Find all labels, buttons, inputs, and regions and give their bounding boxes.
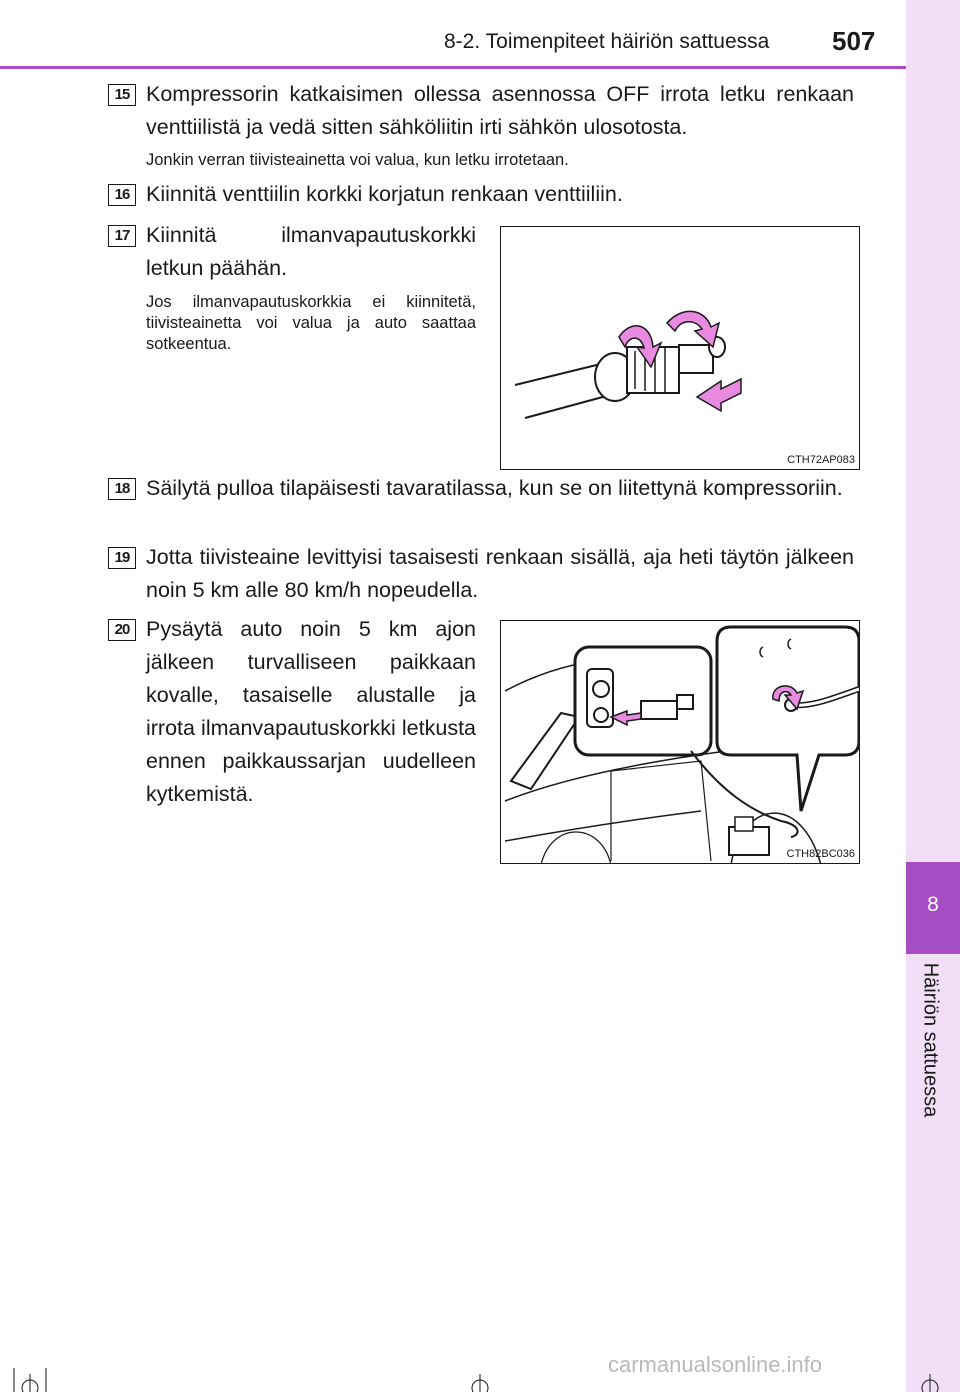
chapter-number: 8 <box>927 893 939 916</box>
figure-code: CTH72AP083 <box>787 454 855 466</box>
chapter-title: Häiriön sattuessa <box>919 962 942 1118</box>
step-number-badge: 15 <box>108 84 136 106</box>
figure-code: CTH82BC036 <box>786 848 855 860</box>
step-number-badge: 20 <box>108 619 136 641</box>
step-number-badge: 19 <box>108 547 136 569</box>
figure-hose-cap <box>500 226 860 470</box>
step-text: Jotta tiivisteaine levittyisi tasaisesti renkaan sisällä, aja heti täytön jälkeen noin 5 km alle 80 km/h nopeudella. <box>146 545 854 602</box>
step-number-badge: 17 <box>108 225 136 247</box>
chapter-side-tab <box>906 0 960 1392</box>
step-text: Säilytä pulloa tilapäisesti tavaratilassa, kun se on liitettynä kompressoriin. <box>146 476 843 500</box>
page-number: 507 <box>832 26 876 56</box>
header-rule <box>0 66 906 69</box>
step-note: Jonkin verran tiivisteainetta voi valua, kun letku irrotetaan. <box>146 151 569 169</box>
section-title: 8-2. Toimenpiteet häiriön sattuessa <box>444 30 770 53</box>
step-text: Pysäytä auto noin 5 km ajon jälkeen turvalliseen paikkaan kovalle, tasaiselle alustalle ja irrota ilmanvapautuskorkki letkusta ennen paikkaussarjan uudelleen kytkemistä. <box>146 617 476 806</box>
hose-cap-illustration-icon <box>501 227 860 470</box>
figure-repair-kit <box>500 620 860 864</box>
watermark: carmanualsonline.info <box>608 1352 823 1377</box>
step-number-badge: 16 <box>108 184 136 206</box>
car-repair-kit-illustration-icon <box>501 621 860 864</box>
step-text: Kiinnitä ilmanvapautuskorkki letkun päähän. <box>146 223 476 280</box>
step-note: Jos ilmanvapautuskorkkia ei kiinnitetä, tiivisteainetta voi valua ja auto saattaa sotkeentua. <box>146 293 476 353</box>
step-number-badge: 18 <box>108 478 136 500</box>
step-text: Kiinnitä venttiilin korkki korjatun renkaan venttiiliin. <box>146 182 623 206</box>
step-text: Kompressorin katkaisimen ollessa asennossa OFF irrota letku renkaan venttiilistä ja vedä sitten sähköliitin irti sähkön ulosotosta. <box>146 82 854 139</box>
